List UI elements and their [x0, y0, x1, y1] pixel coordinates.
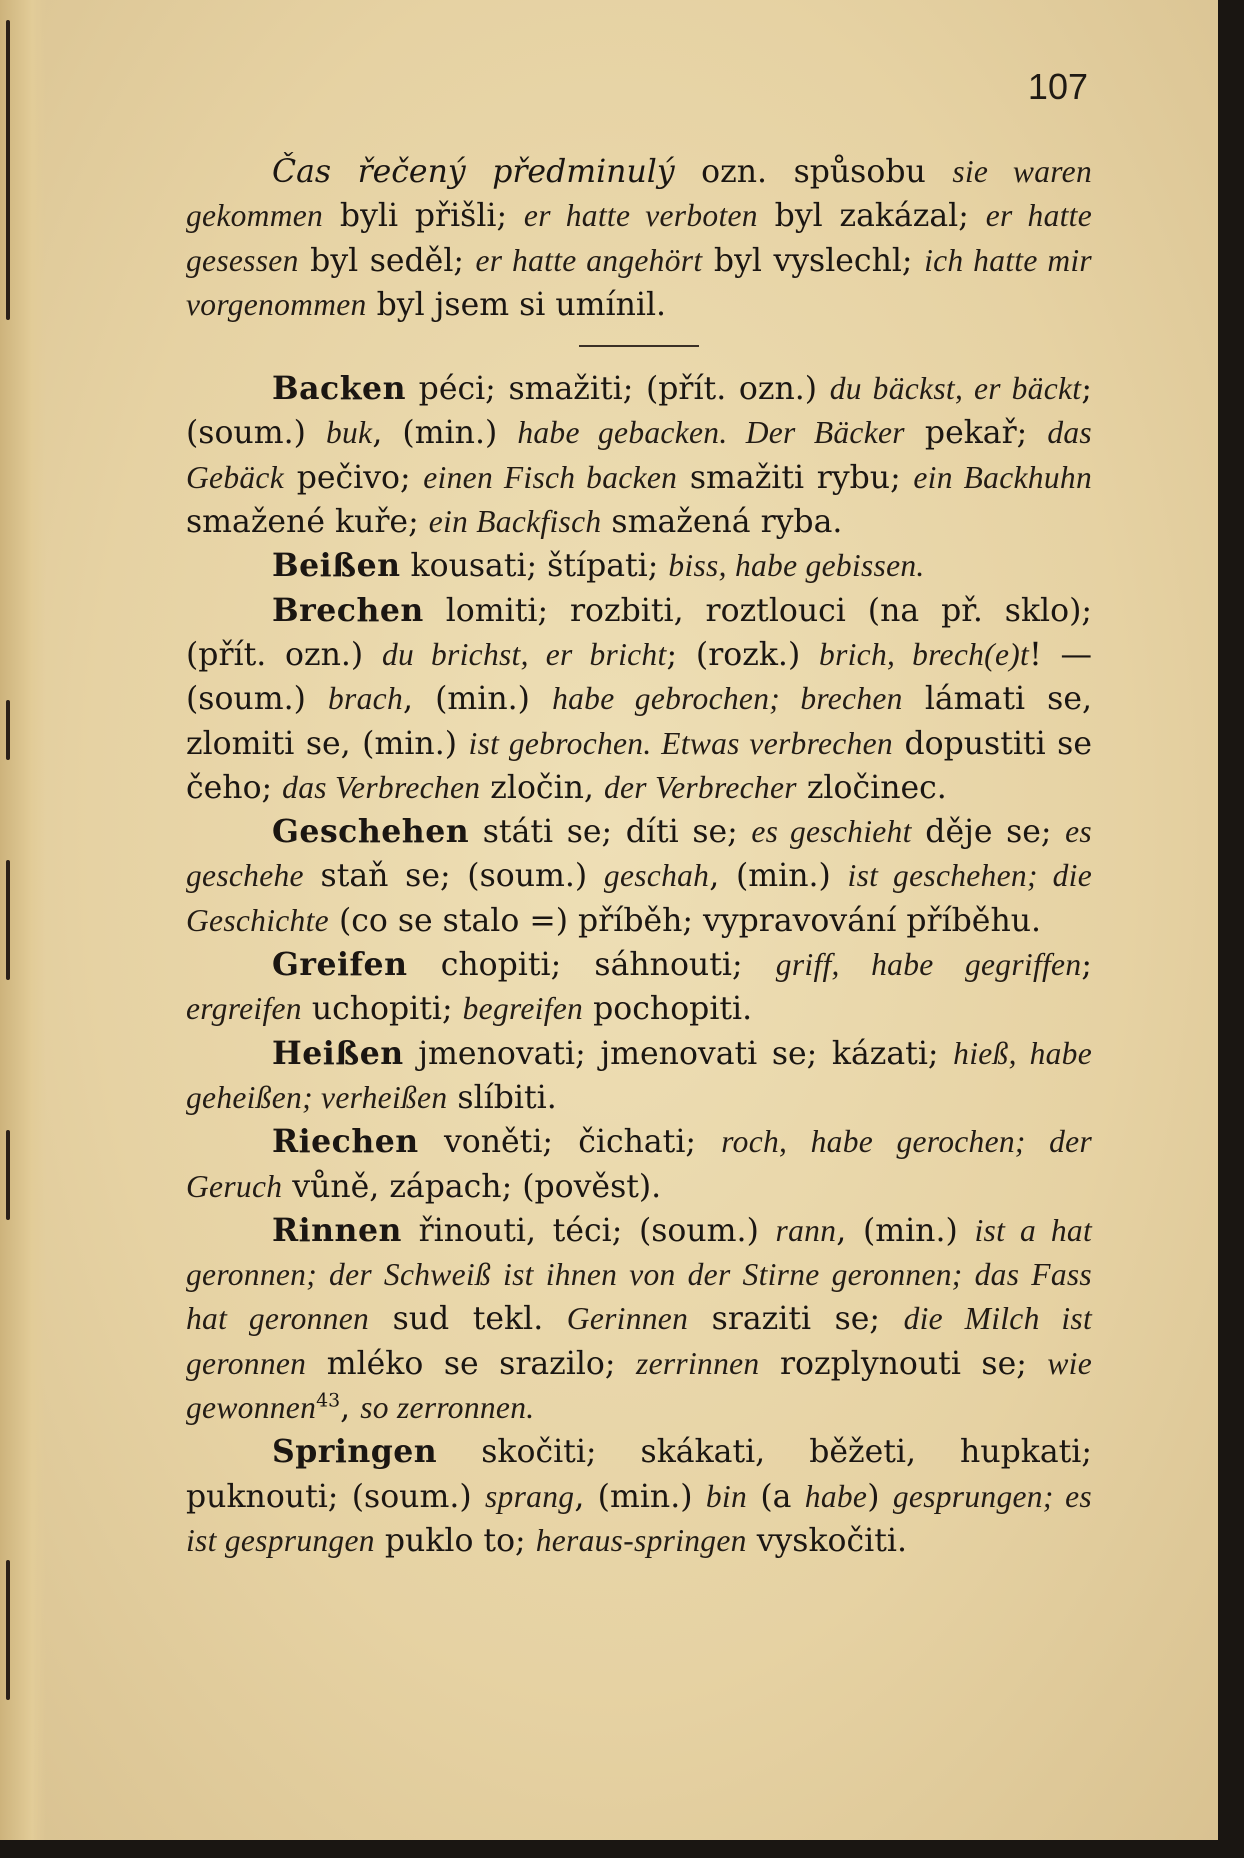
german-text: wie gewonnen: [186, 1345, 1092, 1426]
czech-text: smažiti rybu;: [677, 459, 914, 496]
czech-text: řinouti, téci; (soum.): [401, 1212, 776, 1249]
vocabulary-entry: [186, 1032, 1092, 1121]
czech-text: Čas řečený: [272, 154, 493, 190]
german-text: das Gebäck: [186, 415, 1092, 495]
german-text: so zerronnen.: [360, 1390, 535, 1426]
czech-text: ,: [340, 1390, 361, 1427]
czech-text: byli přišli;: [323, 198, 524, 235]
vocabulary-entry: [186, 1120, 1092, 1209]
german-text: er hatte verboten: [523, 198, 758, 234]
czech-text: , (min.): [836, 1212, 975, 1249]
czech-text: ! — (soum.): [186, 636, 1093, 718]
page-number: 107: [1027, 66, 1088, 107]
czech-text: byl jsem si umínil.: [366, 286, 667, 323]
german-text: bin: [705, 1478, 748, 1514]
czech-text: byl vyslechl;: [702, 242, 925, 279]
german-text: heraus-springen: [535, 1522, 747, 1558]
czech-text: byl seděl;: [298, 242, 476, 279]
german-text: griff, habe gegriffen: [775, 947, 1082, 983]
german-text: sprang: [485, 1478, 575, 1514]
german-text: das Verbrechen: [282, 769, 481, 805]
czech-text: ; (rozk.): [666, 636, 820, 673]
headword: Heißen: [272, 1034, 404, 1072]
german-text: es geschehe: [186, 814, 1092, 894]
czech-text: sud tekl.: [369, 1301, 567, 1338]
german-text: ein Backfisch: [428, 504, 602, 540]
czech-text: kousati; štípati;: [400, 548, 669, 585]
czech-text: puklo to;: [374, 1522, 536, 1559]
german-text: du brichst, er bricht: [381, 636, 667, 672]
czech-text: vůně, zápach; (pověst).: [282, 1168, 662, 1205]
german-text: zerrinnen: [636, 1345, 760, 1381]
vocabulary-entry: [186, 810, 1092, 943]
czech-text: mléko se srazilo;: [306, 1345, 637, 1382]
czech-text: zločinec.: [796, 769, 947, 806]
czech-text: péci; smažiti; (přít. ozn.): [405, 371, 830, 408]
page-binding-edge: [0, 0, 46, 1840]
czech-text: voněti; čichati;: [418, 1124, 722, 1161]
czech-text: rozplynouti se;: [759, 1345, 1048, 1382]
headword: Greifen: [272, 946, 408, 984]
german-text: ist a hat geronnen; der Schweiß ist ihnen von der Stirne geronnen; das Fass hat geronnen: [186, 1212, 1092, 1337]
german-text: es geschieht: [751, 814, 912, 850]
czech-text: , (min.): [403, 681, 553, 718]
czech-text: , (min.): [574, 1478, 706, 1515]
czech-text: pečivo;: [284, 459, 424, 496]
german-text: ist gebrochen. Etwas verbrechen: [468, 725, 893, 761]
czech-text: ;: [1081, 947, 1092, 984]
german-text: habe gebacken. Der Bäcker: [517, 415, 905, 451]
czech-text: pekař;: [904, 415, 1048, 452]
german-text: biss, habe gebissen.: [668, 548, 925, 584]
czech-text: slíbiti.: [447, 1079, 557, 1116]
czech-text: , (min.): [372, 415, 518, 452]
german-text: Gerinnen: [566, 1301, 689, 1337]
german-text: einen Fisch backen: [423, 459, 678, 495]
czech-text: smažená ryba.: [601, 504, 843, 541]
vocabulary-entry: [186, 544, 1092, 588]
czech-text: skočiti; skákati, běžeti, hupkati; puknouti; (soum.): [186, 1434, 1092, 1515]
german-text: der Verbrecher: [603, 769, 797, 805]
german-text: buk: [325, 415, 373, 451]
vocabulary-entries: [186, 367, 1092, 1563]
czech-text: sraziti se;: [688, 1301, 904, 1338]
headword: Beißen: [272, 547, 401, 585]
vocabulary-entry: [186, 367, 1092, 544]
vocabulary-entry: [186, 1430, 1092, 1563]
headword: Brechen: [272, 591, 424, 629]
german-text: er hatte angehört: [475, 242, 703, 278]
intro-paragraph: [186, 150, 1092, 327]
czech-text: zločin,: [480, 769, 604, 806]
czech-text: byl zakázal;: [757, 198, 986, 235]
vocabulary-entry: [186, 943, 1092, 1032]
german-text: begreifen: [462, 991, 584, 1027]
czech-text: státi se; díti se;: [469, 814, 752, 851]
german-text: die Milch ist geronnen: [186, 1301, 1092, 1381]
czech-text: pochopiti.: [583, 991, 753, 1028]
vocabulary-entry: [186, 589, 1092, 810]
german-text: rann: [775, 1212, 837, 1248]
czech-text: jmenovati; jmenovati se; kázati;: [403, 1035, 954, 1072]
headword: Geschehen: [272, 813, 470, 851]
czech-text: smažené kuře;: [186, 504, 429, 541]
czech-text: , (min.): [709, 858, 848, 895]
czech-text: ): [867, 1478, 893, 1515]
german-text: ein Backhuhn: [913, 459, 1092, 495]
czech-text: vyskočiti.: [746, 1522, 907, 1559]
german-text: du bäckst, er bäckt: [829, 371, 1082, 407]
german-text: roch, habe gerochen; der Geruch: [186, 1124, 1092, 1204]
czech-text: ; (soum.): [186, 371, 1092, 452]
czech-text: dopustiti se čeho;: [186, 725, 1092, 806]
czech-text: předminulý: [492, 154, 675, 190]
german-text: habe: [804, 1478, 868, 1514]
german-text: ergreifen: [186, 991, 302, 1027]
czech-text: ozn. spůsobu: [674, 154, 953, 190]
german-text: ich hatte mir vorgenommen: [186, 242, 1092, 322]
czech-text: uchopiti;: [301, 991, 463, 1028]
czech-text: chopiti; sáhnouti;: [407, 947, 776, 984]
czech-text: (a: [747, 1478, 805, 1515]
german-text: hieß, habe geheißen; verheißen: [186, 1035, 1092, 1115]
section-divider: [579, 345, 699, 347]
vocabulary-entry: [186, 1209, 1092, 1430]
german-text: ist geschehen; die Geschichte: [186, 858, 1092, 938]
czech-text: (co se stalo =) příběh; vypravování příběhu.: [328, 902, 1042, 939]
german-text: sie waren gekommen: [186, 154, 1092, 234]
headword: Riechen: [272, 1123, 419, 1161]
footnote-ref: 43: [316, 1389, 341, 1412]
german-text: gesprungen; es ist gesprungen: [186, 1478, 1092, 1558]
german-text: brach: [328, 681, 403, 717]
german-text: brich, brech(e)t: [819, 636, 1030, 672]
czech-text: lomiti; rozbiti, roztlouci (na př. sklo); (přít. ozn.): [186, 592, 1092, 673]
czech-text: staň se; (soum.): [303, 858, 604, 895]
german-text: er hatte gesessen: [186, 198, 1093, 278]
czech-text: lámati se, zlomiti se, (min.): [186, 681, 1092, 762]
german-text: habe gebrochen; brechen: [552, 681, 903, 717]
german-text: geschah: [603, 858, 710, 894]
headword: Rinnen: [272, 1211, 402, 1249]
headword: Springen: [272, 1433, 438, 1471]
headword: Backen: [272, 370, 406, 408]
czech-text: děje se;: [911, 814, 1066, 851]
page-body: [186, 150, 1092, 1563]
